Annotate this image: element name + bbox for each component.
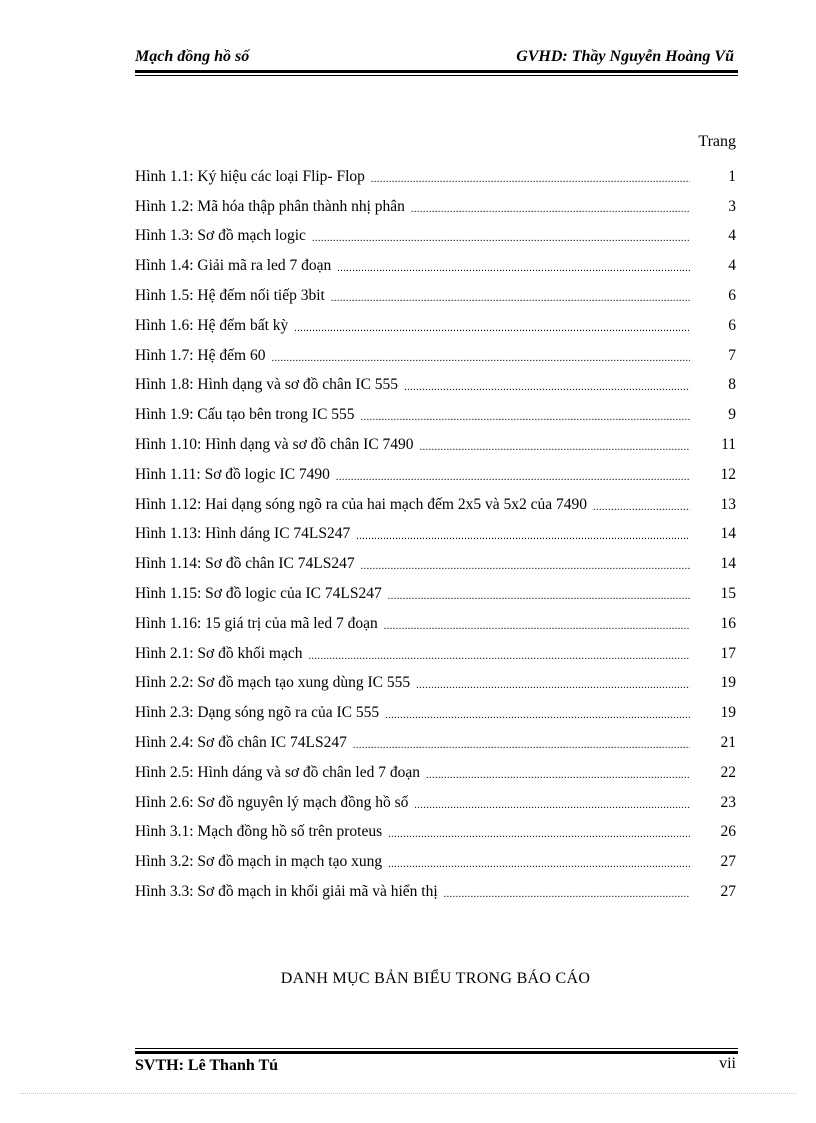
toc-entry-label: Hình 1.10: Hình dạng và sơ đồ chân IC 7490: [135, 436, 414, 454]
toc-entry: [135, 818, 736, 848]
toc-entry-label: Hình 1.1: Ký hiệu các loại Flip- Flop: [135, 167, 365, 185]
toc-page-column-label: Trang: [698, 133, 736, 150]
section-heading: DANH MỤC BẢN BIỂU TRONG BÁO CÁO: [280, 970, 591, 987]
toc-entry-page: 21: [720, 734, 736, 752]
toc-entry-label: Hình 1.16: 15 giá trị của mã led 7 đoạn: [135, 614, 378, 632]
toc-entry: [135, 192, 736, 222]
toc-entry: [135, 758, 736, 788]
toc-entry-page: 17: [720, 644, 736, 662]
header-document-title: Mạch đồng hồ số: [135, 48, 250, 65]
toc-entry: [135, 490, 736, 520]
toc-entry-page: 7: [728, 346, 736, 364]
toc-entry: [135, 728, 736, 758]
toc-entry-label: Hình 2.4: Sơ đồ chân IC 74LS247: [135, 734, 347, 752]
toc-entry: [135, 251, 736, 281]
toc-entry-page: 13: [720, 495, 736, 513]
toc-dot-leader: [331, 286, 690, 304]
toc-dot-leader: [420, 435, 690, 453]
toc-entry: [135, 579, 736, 609]
toc-dot-leader: [411, 197, 690, 215]
footer-rule-thin: [135, 1048, 738, 1049]
toc-entry-label: Hình 1.3: Sơ đồ mạch logic: [135, 227, 306, 245]
toc-entry-label: Hình 1.8: Hình dạng và sơ đồ chân IC 555: [135, 376, 399, 394]
toc-entry-label: Hình 2.2: Sơ đồ mạch tạo xung dùng IC 555: [135, 674, 411, 692]
header-rule: [135, 70, 738, 73]
page-boundary-line: [20, 1093, 796, 1094]
toc-dot-leader: [361, 405, 690, 423]
toc-entry: [135, 281, 736, 311]
toc-entry-page: 6: [728, 287, 736, 305]
toc-entry: [135, 371, 736, 401]
toc-entry-page: 15: [720, 585, 736, 603]
toc-entry: [135, 162, 736, 192]
toc-entry: [135, 430, 736, 460]
page-header: [135, 46, 738, 70]
toc-entry: [135, 222, 736, 252]
toc-entry-label: Hình 1.15: Sơ đồ logic của IC 74LS247: [135, 585, 382, 603]
toc-entry-page: 19: [720, 674, 736, 692]
toc-entry: [135, 460, 736, 490]
toc-entry-page: 23: [720, 793, 736, 811]
toc-entry-page: 11: [721, 436, 736, 454]
figure-list: [135, 162, 736, 907]
toc-dot-leader: [312, 226, 690, 244]
toc-entry-label: Hình 1.14: Sơ đồ chân IC 74LS247: [135, 555, 355, 573]
toc-entry-page: 6: [728, 316, 736, 334]
toc-entry-label: Hình 1.7: Hệ đếm 60: [135, 346, 266, 364]
footer-rule: [135, 1051, 738, 1054]
toc-entry-page: 4: [728, 227, 736, 245]
toc-dot-leader: [271, 346, 690, 364]
toc-entry: [135, 877, 736, 907]
header-advisor: GVHD: Thầy Nguyễn Hoàng Vũ: [516, 48, 734, 65]
toc-entry-page: 3: [728, 197, 736, 215]
toc-entry: [135, 400, 736, 430]
toc-dot-leader: [356, 524, 690, 542]
toc-entry-page: 4: [728, 257, 736, 275]
toc-dot-leader: [414, 793, 690, 811]
header-rule-thin: [135, 75, 738, 76]
toc-dot-leader: [593, 495, 690, 513]
toc-entry-label: Hình 1.9: Cấu tạo bên trong IC 555: [135, 406, 355, 424]
toc-entry: [135, 788, 736, 818]
toc-entry-page: 14: [720, 555, 736, 573]
toc-entry-page: 19: [720, 704, 736, 722]
toc-entry-label: Hình 3.3: Sơ đồ mạch in khối giải mã và hiển thị: [135, 883, 438, 901]
toc-entry: [135, 609, 736, 639]
toc-dot-leader: [388, 822, 690, 840]
toc-entry-page: 1: [728, 167, 736, 185]
toc-entry-label: Hình 1.5: Hệ đếm nối tiếp 3bit: [135, 287, 325, 305]
toc-entry-page: 8: [728, 376, 736, 394]
page-number: vii: [719, 1055, 736, 1072]
toc-dot-leader: [309, 644, 691, 662]
toc-entry-label: Hình 1.2: Mã hóa thập phân thành nhị phân: [135, 197, 405, 215]
toc-entry-label: Hình 2.5: Hình dáng và sơ đồ chân led 7 đoạn: [135, 763, 420, 781]
toc-entry: [135, 847, 736, 877]
toc-entry-label: Hình 2.3: Dạng sóng ngõ ra của IC 555: [135, 704, 380, 722]
toc-entry-page: 12: [720, 465, 736, 483]
toc-entry: [135, 341, 736, 371]
toc-entry-page: 9: [728, 406, 736, 424]
toc-entry-page: 27: [720, 883, 736, 901]
toc-entry-label: Hình 1.13: Hình dáng IC 74LS247: [135, 525, 351, 543]
toc-entry-page: 26: [720, 823, 736, 841]
toc-dot-leader: [337, 256, 690, 274]
toc-entry-page: 16: [720, 614, 736, 632]
toc-entry-label: Hình 2.6: Sơ đồ nguyên lý mạch đồng hồ số: [135, 793, 409, 811]
toc-dot-leader: [416, 673, 690, 691]
toc-dot-leader: [385, 703, 690, 721]
toc-entry-label: Hình 3.2: Sơ đồ mạch in mạch tạo xung: [135, 853, 383, 871]
toc-entry-label: Hình 3.1: Mạch đồng hồ số trên proteus: [135, 823, 383, 841]
toc-dot-leader: [371, 167, 690, 185]
toc-entry-label: Hình 1.6: Hệ đếm bất kỳ: [135, 316, 289, 334]
toc-entry-page: 27: [720, 853, 736, 871]
toc-entry: [135, 549, 736, 579]
toc-dot-leader: [353, 733, 690, 751]
toc-entry-label: Hình 1.12: Hai dạng sóng ngõ ra của hai mạch đếm 2x5 và 5x2 của 7490: [135, 495, 587, 513]
toc-entry: [135, 669, 736, 699]
toc-dot-leader: [404, 375, 690, 393]
toc-entry-label: Hình 1.11: Sơ đồ logic IC 7490: [135, 465, 330, 483]
toc-dot-leader: [294, 316, 690, 334]
toc-entry: [135, 520, 736, 550]
toc-dot-leader: [388, 584, 690, 602]
toc-dot-leader: [388, 852, 690, 870]
toc-dot-leader: [426, 763, 690, 781]
toc-dot-leader: [336, 465, 690, 483]
footer-student: SVTH: Lê Thanh Tú: [135, 1057, 279, 1074]
toc-entry-label: Hình 1.4: Giải mã ra led 7 đoạn: [135, 257, 332, 275]
toc-entry-page: 14: [720, 525, 736, 543]
toc-dot-leader: [361, 554, 690, 572]
toc-dot-leader: [384, 614, 690, 632]
toc-entry-page: 22: [720, 763, 736, 781]
toc-entry: [135, 311, 736, 341]
toc-entry: [135, 639, 736, 669]
toc-dot-leader: [444, 882, 690, 900]
toc-entry-label: Hình 2.1: Sơ đồ khối mạch: [135, 644, 303, 662]
toc-entry: [135, 698, 736, 728]
